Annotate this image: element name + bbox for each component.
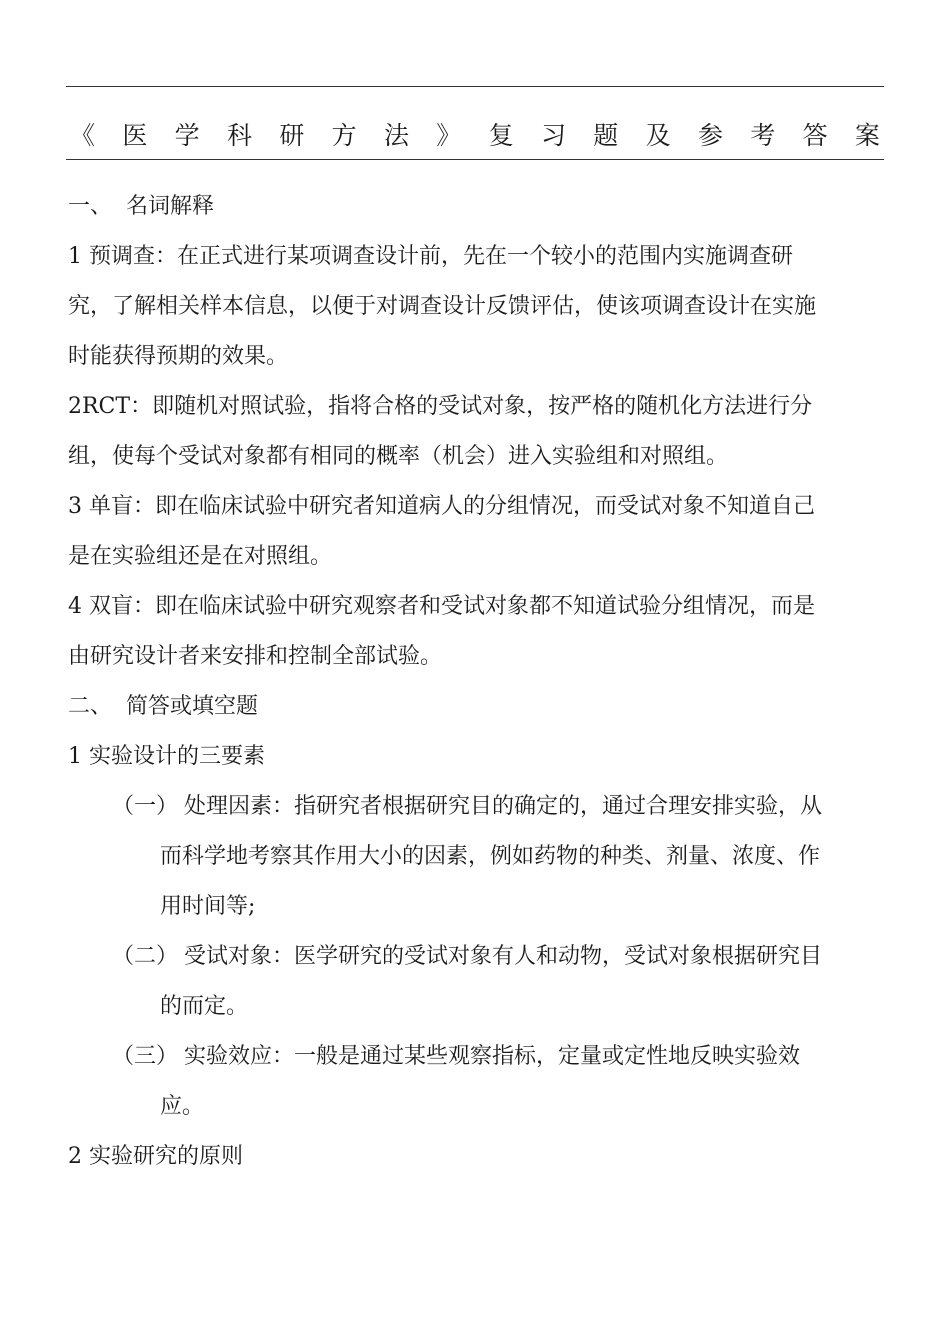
definition-single-blind <box>68 482 886 582</box>
list-item-text: 实验效应：一般是通过某些观察指标，定量或定性地反映实验效 <box>184 1044 801 1069</box>
section-label: 简答或填空题 <box>126 694 259 719</box>
list-item <box>68 932 886 1032</box>
paragraph-line: 是在实验组还是在对照组。 <box>68 544 333 569</box>
document-body <box>68 182 886 1182</box>
title-char: 科 <box>226 120 252 150</box>
list-item-continuation: 用时间等; <box>160 894 256 919</box>
section-number: 二、 <box>68 694 113 719</box>
list-item <box>68 782 886 932</box>
list-item-text: 处理因素：指研究者根据研究目的确定的，通过合理安排实验，从 <box>184 794 823 819</box>
title-char: 研 <box>279 120 305 150</box>
title-char: 法 <box>383 120 409 150</box>
title-char: 学 <box>174 120 200 150</box>
question-title: 1 实验设计的三要素 <box>68 744 265 769</box>
title-char: 及 <box>645 120 671 150</box>
paragraph-line: 组，使每个受试对象都有相同的概率（机会）进入实验组和对照组。 <box>68 444 729 469</box>
title-char: 习 <box>540 120 566 150</box>
question-title: 2 实验研究的原则 <box>68 1144 243 1169</box>
list-item <box>68 1032 886 1132</box>
list-item-first-line <box>68 932 886 982</box>
title-char: 答 <box>802 120 828 150</box>
section-heading-1 <box>68 182 886 232</box>
paragraph-line: 时能获得预期的效果。 <box>68 344 289 369</box>
definition-double-blind <box>68 582 886 682</box>
list-item-continuation: 应。 <box>160 1094 205 1119</box>
paragraph-line: 3 单盲：即在临床试验中研究者知道病人的分组情况，而受试对象不知道自己 <box>68 494 815 519</box>
list-item-continuation: 而科学地考察其作用大小的因素，例如药物的种类、剂量、浓度、作 <box>160 844 821 869</box>
document-title <box>66 112 884 160</box>
definition-rct <box>68 382 886 482</box>
title-char: 考 <box>750 120 776 150</box>
definition-pre-survey <box>68 232 886 382</box>
section-heading-2 <box>68 682 886 732</box>
title-char: 案 <box>854 120 880 150</box>
title-char: 医 <box>122 120 148 150</box>
title-char: 》 <box>436 120 462 150</box>
paragraph-line: 1 预调查：在正式进行某项调查设计前，先在一个较小的范围内实施调查研 <box>68 244 793 269</box>
title-char: 《 <box>70 120 96 150</box>
list-marker: （二） <box>112 944 179 969</box>
title-char: 题 <box>593 120 619 150</box>
list-marker: （一） <box>112 794 179 819</box>
list-item-text: 受试对象：医学研究的受试对象有人和动物，受试对象根据研究目 <box>184 944 823 969</box>
top-rule <box>66 86 884 87</box>
paragraph-line: 4 双盲：即在临床试验中研究观察者和受试对象都不知道试验分组情况，而是 <box>68 594 815 619</box>
list-item-continuation: 的而定。 <box>160 994 249 1019</box>
paragraph-line: 究，了解相关样本信息，以便于对调查设计反馈评估，使该项调查设计在实施 <box>68 294 817 319</box>
title-char: 复 <box>488 120 514 150</box>
paragraph-line: 由研究设计者来安排和控制全部试验。 <box>68 644 443 669</box>
list-item-first-line <box>68 1032 886 1082</box>
list-marker: （三） <box>112 1044 179 1069</box>
section-label: 名词解释 <box>126 194 215 219</box>
paragraph-line: 2RCT：即随机对照试验，指将合格的受试对象，按严格的随机化方法进行分 <box>68 394 813 419</box>
section-number: 一、 <box>68 194 113 219</box>
title-char: 方 <box>331 120 357 150</box>
list-item-first-line <box>68 782 886 832</box>
title-char: 参 <box>697 120 723 150</box>
